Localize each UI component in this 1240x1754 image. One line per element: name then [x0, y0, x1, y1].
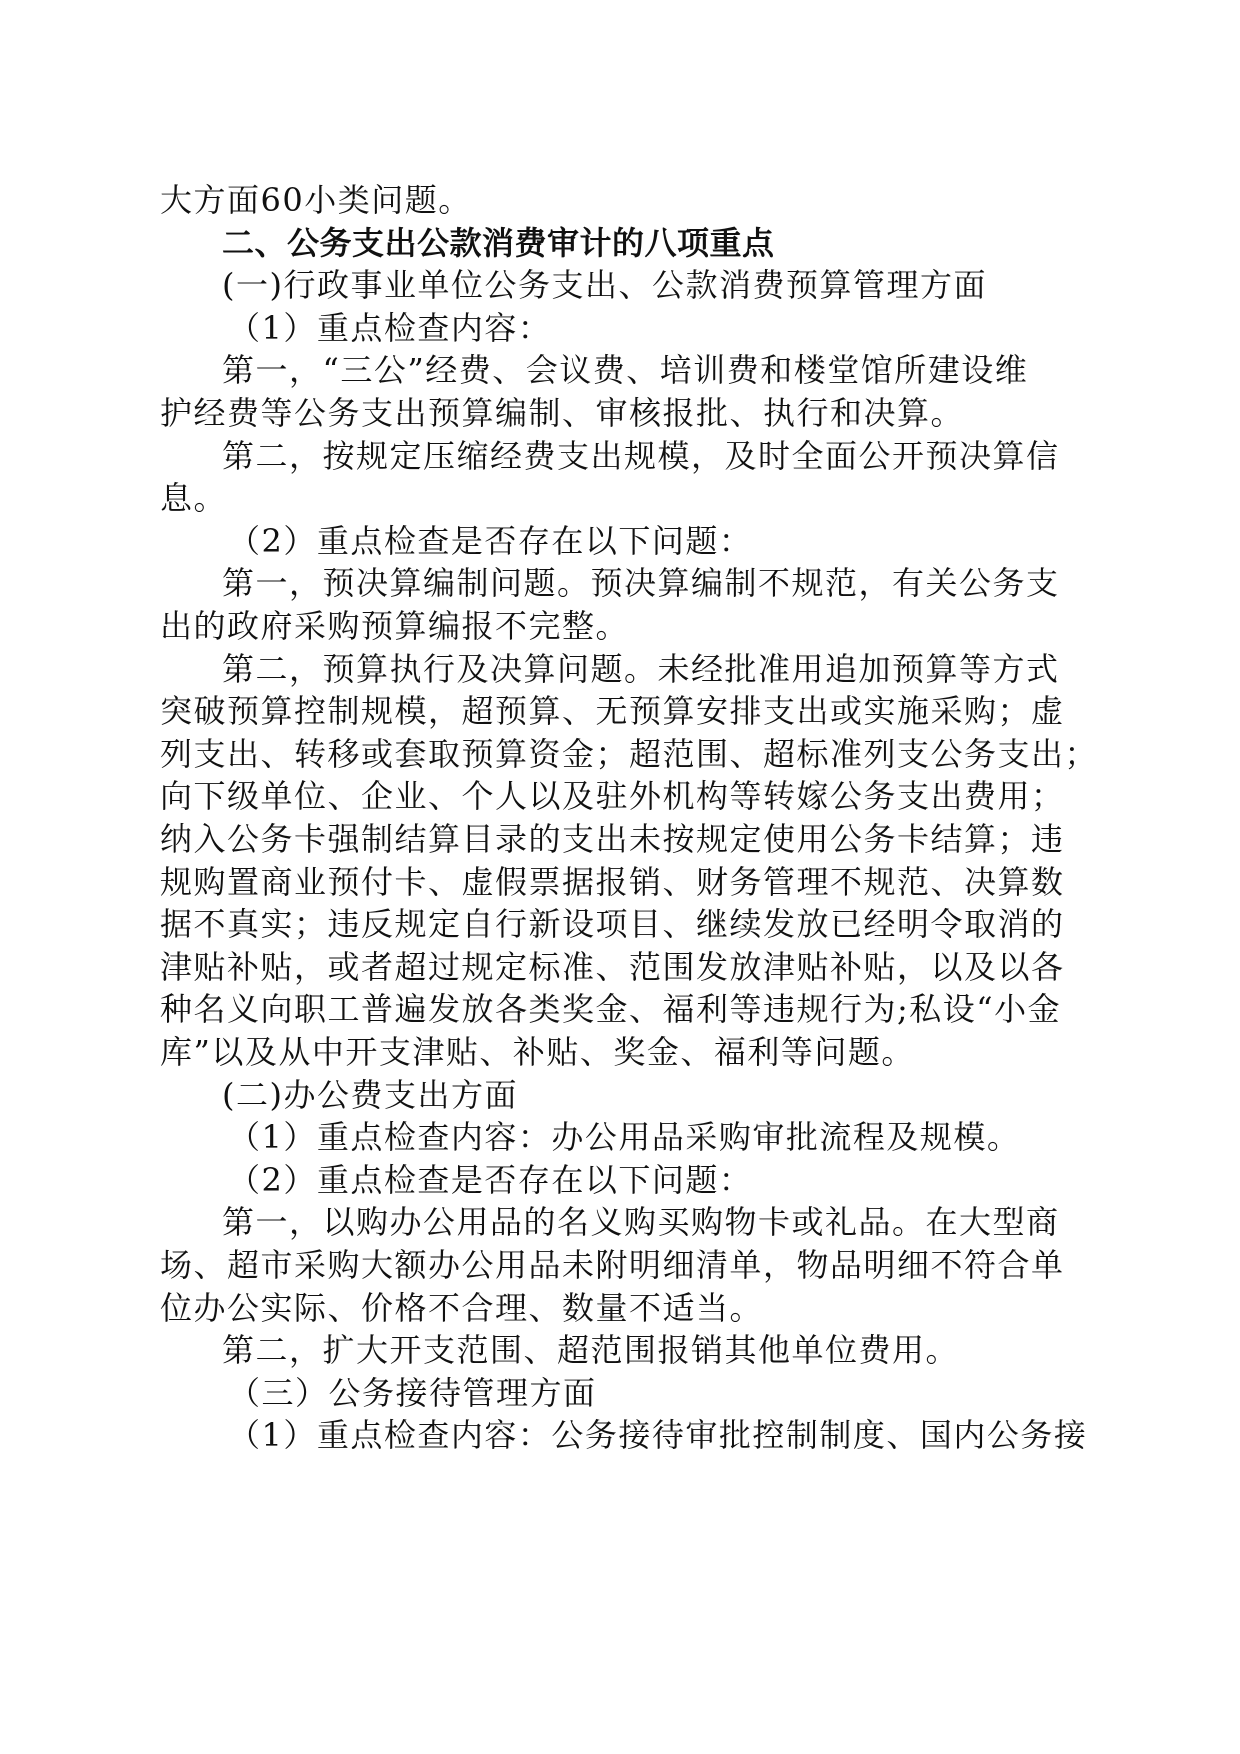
text-line: 第二，按规定压缩经费支出规模，及时全面公开预决算信 [222, 437, 1060, 475]
text-line: （2）重点检查是否存在以下问题： [228, 522, 753, 560]
text-line: （1）重点检查内容： [228, 309, 552, 347]
text-line: 息。 [160, 479, 228, 517]
text-line: 津贴补贴，或者超过规定标准、范围发放津贴补贴，以及以各 [160, 948, 1065, 986]
text-line: 纳入公务卡强制结算目录的支出未按规定使用公务卡结算；违 [160, 820, 1065, 858]
text-line: 规购置商业预付卡、虚假票据报销、财务管理不规范、决算数 [160, 863, 1065, 901]
text-line: 出的政府采购预算编报不完整。 [160, 607, 630, 645]
text-line: 种名义向职工普遍发放各类奖金、福利等违规行为;私设“小金 [160, 990, 1062, 1028]
subsection-heading: (二)办公费支出方面 [222, 1076, 518, 1114]
text-line: 第一，“三公”经费、会议费、培训费和楼堂馆所建设维 [222, 351, 1029, 389]
text-line: （1）重点检查内容：公务接待审批控制制度、国内公务接 [228, 1416, 1088, 1454]
text-line: 库”以及从中开支津贴、补贴、奖金、福利等问题。 [160, 1033, 915, 1071]
subsection-heading: （三）公务接待管理方面 [228, 1374, 597, 1412]
text-line: 第二，预算执行及决算问题。未经批准用追加预算等方式 [222, 650, 1060, 688]
text-line: 场、超市采购大额办公用品未附明细清单，物品明细不符合单 [160, 1246, 1065, 1284]
text-line: 据不真实；违反规定自行新设项目、继续发放已经明令取消的 [160, 905, 1065, 943]
text-line: 第二，扩大开支范围、超范围报销其他单位费用。 [222, 1331, 960, 1369]
section-heading: 二、公务支出公款消费审计的八项重点 [222, 224, 775, 262]
text-line: 护经费等公务支出预算编制、审核报批、执行和决算。 [160, 394, 965, 432]
text-line: 大方面60小类问题。 [160, 181, 472, 219]
text-line: 突破预算控制规模，超预算、无预算安排支出或实施采购；虚 [160, 692, 1065, 730]
text-line: 向下级单位、企业、个人以及驻外机构等转嫁公务支出费用； [160, 777, 1065, 815]
subsection-heading: (一)行政事业单位公务支出、公款消费预算管理方面 [222, 266, 987, 304]
text-line: 第一，以购办公用品的名义购买购物卡或礼品。在大型商 [222, 1203, 1060, 1241]
text-line: （1）重点检查内容：办公用品采购审批流程及规模。 [228, 1118, 1021, 1156]
text-line: 列支出、转移或套取预算资金；超范围、超标准列支公务支出； [160, 735, 1099, 773]
text-line: （2）重点检查是否存在以下问题： [228, 1161, 753, 1199]
text-line: 位办公实际、价格不合理、数量不适当。 [160, 1289, 764, 1327]
text-line: 第一，预决算编制问题。预决算编制不规范，有关公务支 [222, 564, 1060, 602]
